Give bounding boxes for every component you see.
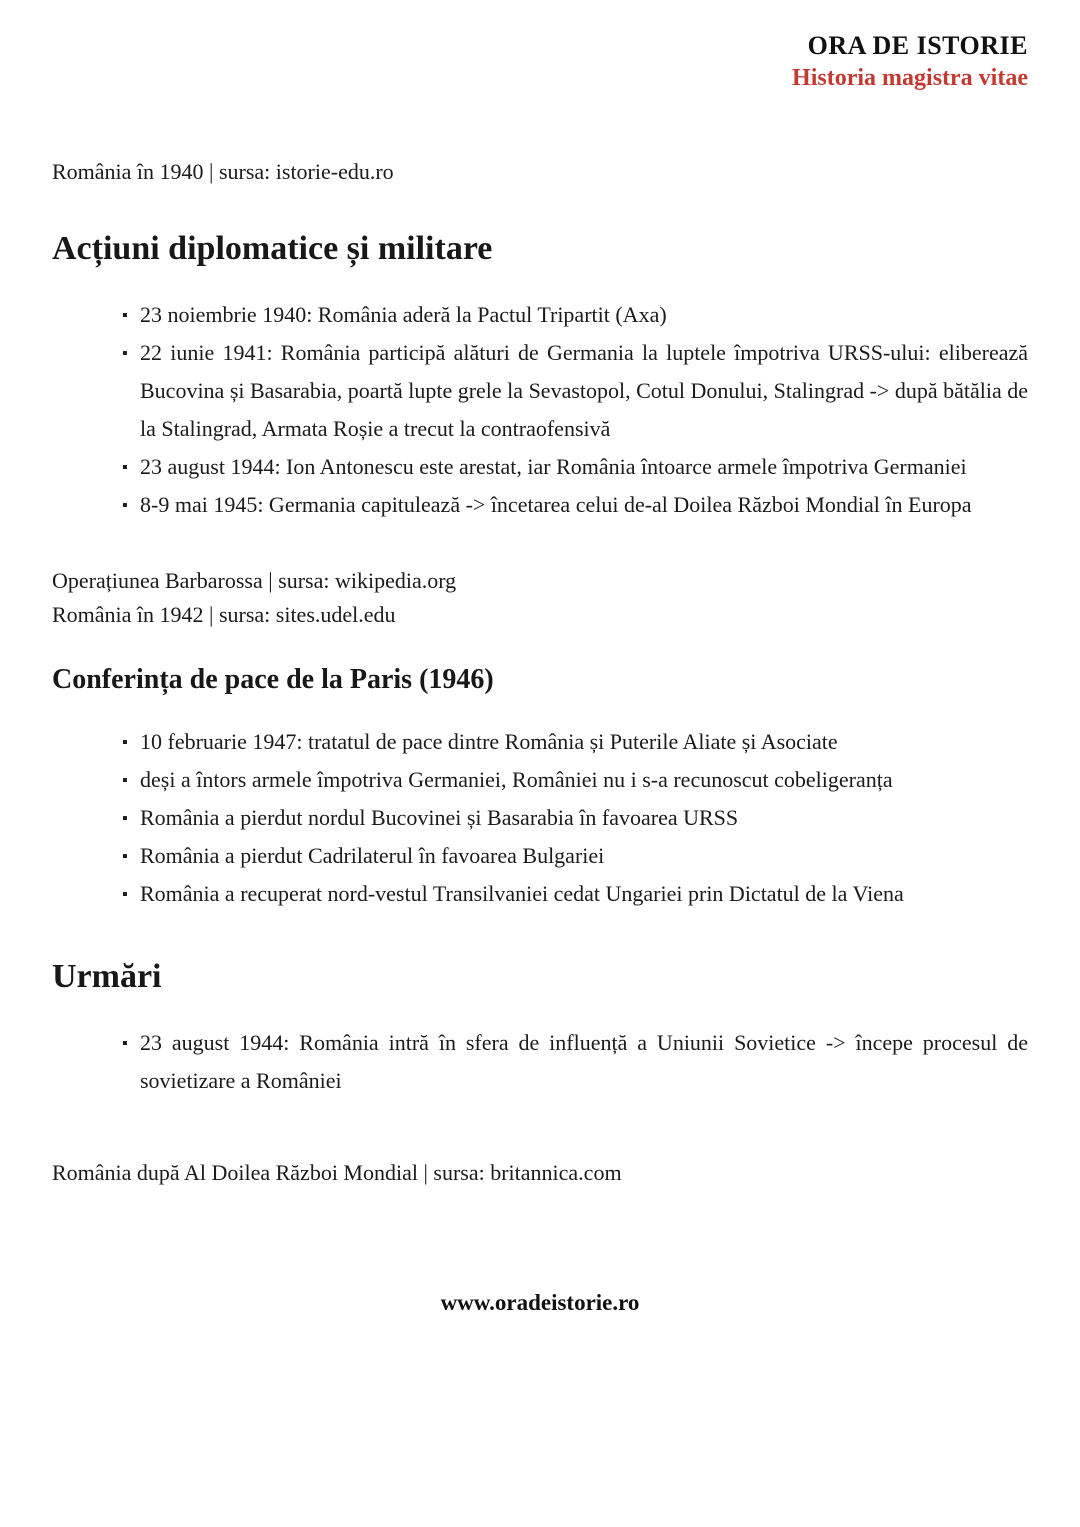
masthead: [52, 30, 1028, 93]
bullet-list-urmari: [52, 1024, 1028, 1100]
footer-site-url: www.oradeistorie.ro: [440, 1289, 640, 1315]
site-motto: Historia magistra vitae: [792, 65, 1028, 92]
section-heading-actiuni: Acțiuni diplomatice și militare: [52, 229, 493, 267]
list-item: ▪ România a pierdut Cadrilaterul în favoarea Bulgariei: [122, 837, 1028, 875]
figure-caption-romania-1942: România în 1942 | sursa: sites.udel.edu: [52, 601, 396, 627]
list-item: ▪ 23 august 1944: România intră în sfera de influență a Uniunii Sovietice -> începe procesul de sovietizare a României: [122, 1024, 1028, 1100]
list-item: ▪ 23 noiembrie 1940: România aderă la Pactul Tripartit (Axa): [122, 296, 1028, 334]
list-item: ▪ România a pierdut nordul Bucovinei și Basarabia în favoarea URSS: [122, 799, 1028, 837]
bullet-list-actiuni: [52, 296, 1028, 524]
bullet-list-conferinta: [52, 723, 1028, 913]
site-title: ORA DE ISTORIE: [807, 31, 1028, 60]
list-item: ▪ 10 februarie 1947: tratatul de pace dintre România și Puterile Aliate și Asociate: [122, 723, 1028, 761]
section-heading-urmari: Urmări: [52, 957, 162, 995]
section-heading-conferinta: Conferința de pace de la Paris (1946): [52, 663, 494, 695]
figure-caption-barbarossa: Operațiunea Barbarossa | sursa: wikipedia.org: [52, 567, 457, 593]
list-item: ▪ România a recuperat nord-vestul Transilvaniei cedat Ungariei prin Dictatul de la Viena: [122, 875, 1028, 913]
figure-caption-romania-1940: România în 1940 | sursa: istorie-edu.ro: [52, 158, 394, 184]
figure-caption-group: [52, 564, 1028, 632]
list-item: ▪ deși a întors armele împotriva Germaniei, României nu i s-a recunoscut cobeligeranța: [122, 761, 1028, 799]
list-item: ▪ 22 iunie 1941: România participă alături de Germania la luptele împotriva URSS-ului: eliberează Bucovina și Basarabia, poartă lupte grele la Sevastopol, Cotul Donului, Stalingrad -> după bătălia de la Stalingrad, Armata Roșie a trecut la contraofensivă: [122, 334, 1028, 448]
figure-caption-post-war: România după Al Doilea Război Mondial | sursa: britannica.com: [52, 1159, 622, 1185]
list-item: ▪ 8-9 mai 1945: Germania capitulează -> încetarea celui de-al Doilea Război Mondial în Europa: [122, 486, 1028, 524]
list-item: ▪ 23 august 1944: Ion Antonescu este arestat, iar România întoarce armele împotriva Germaniei: [122, 448, 1028, 486]
